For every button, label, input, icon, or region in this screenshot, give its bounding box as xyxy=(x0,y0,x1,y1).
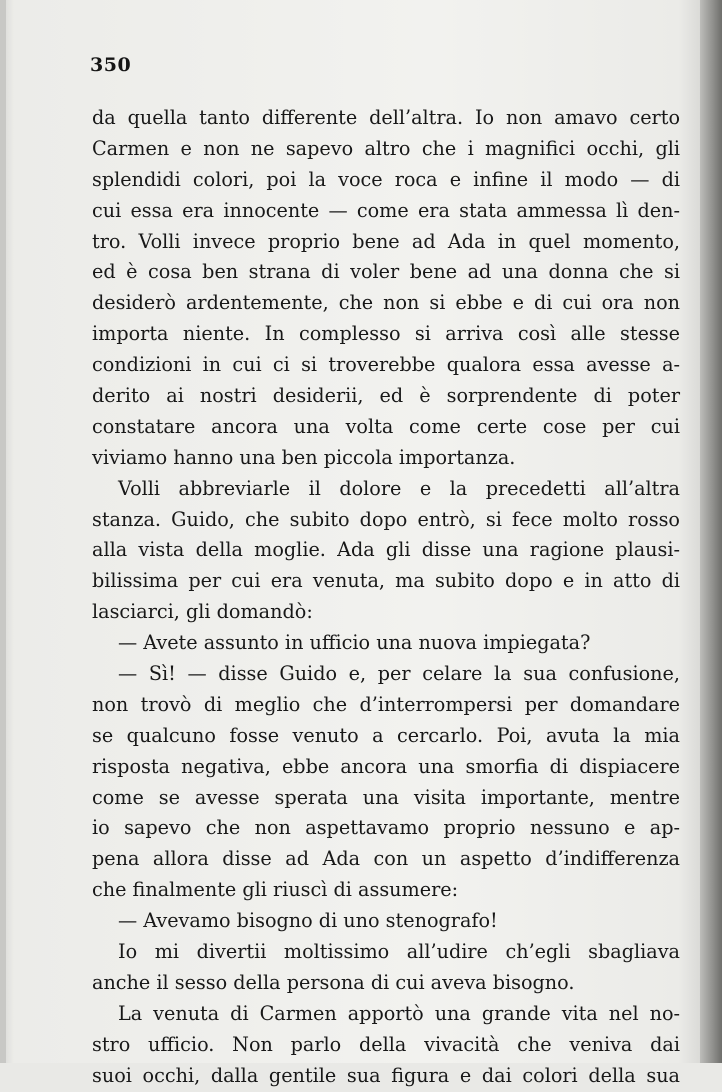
text-line: che finalmente gli riuscì di assumere: xyxy=(92,878,459,902)
text-line: ed è cosa ben strana di voler bene ad una donna che si xyxy=(92,260,680,284)
text-line: io sapevo che non aspettavamo proprio nessuno e ap- xyxy=(92,816,680,840)
book-spine-shadow xyxy=(700,0,722,1063)
text-line: da quella tanto differente dell’altra. Io non amavo certo xyxy=(92,106,680,129)
body-text xyxy=(92,103,680,1092)
text-line: pena allora disse ad Ada con un aspetto d’indifferenza xyxy=(92,847,680,871)
text-line: non trovò di meglio che d’interrompersi per domandare xyxy=(92,692,680,716)
text-line: stanza. Guido, che subito dopo entrò, si fece molto rosso xyxy=(92,507,680,531)
text-line: alla vista della moglie. Ada gli disse una ragione plausi- xyxy=(92,538,680,562)
text-line: bilissima per cui era venuta, ma subito dopo e in atto di xyxy=(92,569,680,593)
text-line: — Sì! — disse Guido e, per celare la sua confusione, xyxy=(118,662,680,686)
text-line: La venuta di Carmen apportò una grande vita nel no- xyxy=(118,1001,680,1025)
text-line: anche il sesso della persona di cui aveva bisogno. xyxy=(92,970,575,994)
text-line: lasciarci, gli domandò: xyxy=(92,600,313,624)
text-line: Volli abbreviarle il dolore e la precedetti all’altra xyxy=(118,476,680,500)
text-line: Carmen e non ne sapevo altro che i magnifici occhi, gli xyxy=(92,136,680,160)
text-line: — Avete assunto in ufficio una nuova impiegata? xyxy=(118,631,591,655)
text-line: cui essa era innocente — come era stata ammessa lì den- xyxy=(92,198,680,222)
text-line: tro. Volli invece proprio bene ad Ada in quel momento, xyxy=(92,229,680,253)
text-line: — Avevamo bisogno di uno stenografo! xyxy=(118,909,498,933)
text-line: se qualcuno fosse venuto a cercarlo. Poi, avuta la mia xyxy=(92,723,680,747)
text-line: splendidi colori, poi la voce roca e infine il modo — di xyxy=(92,167,680,191)
text-line: derito ai nostri desiderii, ed è sorprendente di poter xyxy=(92,384,680,408)
text-line: suoi occhi, dalla gentile sua figura e dai colori della sua xyxy=(92,1063,680,1087)
text-line: stro ufficio. Non parlo della vivacità che veniva dai xyxy=(92,1032,680,1056)
text-line: condizioni in cui ci si troverebbe qualora essa avesse a- xyxy=(92,353,680,377)
text-line: Io mi divertii moltissimo all’udire ch’egli sbagliava xyxy=(118,940,680,964)
text-line: come se avesse sperata una visita importante, mentre xyxy=(92,785,680,809)
page-left-edge xyxy=(0,0,6,1063)
text-line: desiderò ardentemente, che non si ebbe e di cui ora non xyxy=(92,291,680,315)
page-number: 350 xyxy=(90,54,132,76)
text-line: constatare ancora una volta come certe cose per cui xyxy=(92,414,680,438)
text-line: viviamo hanno una ben piccola importanza. xyxy=(92,445,516,469)
text-line: importa niente. In complesso si arriva così alle stesse xyxy=(92,322,680,346)
text-line: risposta negativa, ebbe ancora una smorfia di dispiacere xyxy=(92,754,680,778)
